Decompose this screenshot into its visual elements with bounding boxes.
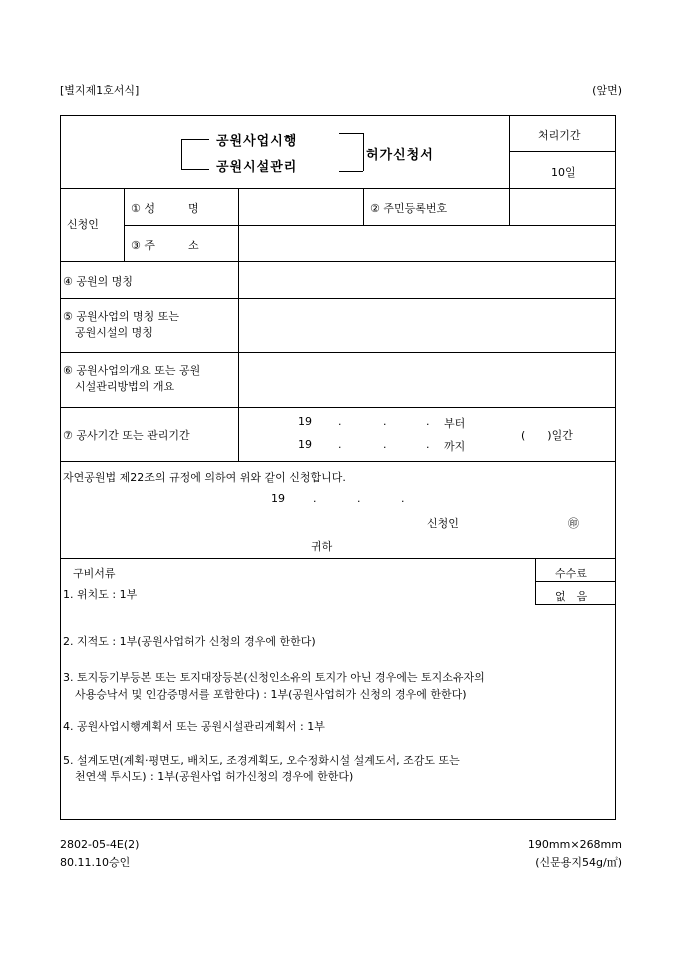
declaration-applicant: 신청인 — [427, 517, 459, 530]
application-form — [60, 115, 616, 820]
declaration-dot: . — [401, 492, 405, 505]
col-divider — [509, 188, 510, 225]
paper-size: 190mm×268mm — [527, 838, 622, 851]
document-item: 3. 토지등기부등본 또는 토지대장등본(신청인소유의 토지가 아닌 경우에는 토지소유자의 — [63, 671, 485, 684]
form-number: [별지제1호서식] — [60, 84, 140, 97]
park-name-label: ④ 공원의 명칭 — [63, 275, 133, 288]
address-label: ③ 주 소 — [131, 239, 199, 252]
row-divider — [124, 225, 616, 226]
row-divider — [61, 407, 616, 408]
period-from-year: 19 — [298, 415, 312, 428]
period-dot: . — [338, 438, 342, 451]
applicant-label: 신청인 — [67, 218, 99, 231]
col-divider — [509, 116, 510, 188]
bracket-line — [181, 169, 209, 170]
period-dot: . — [338, 415, 342, 428]
period-from-label: 부터 — [444, 417, 466, 430]
bracket-line — [181, 139, 182, 169]
declaration-year: 19 — [271, 492, 285, 505]
recipient: 귀하 — [311, 540, 333, 553]
document-item: 5. 설계도면(계획·평면도, 배치도, 조경계획도, 오수정화시설 설계도서, 조감도 또는 — [63, 754, 460, 767]
row-divider — [61, 261, 616, 262]
rrn-label: ② 주민등록번호 — [370, 202, 448, 215]
form-code: 2802-05-4E(2) — [60, 838, 140, 851]
bracket-line — [339, 171, 363, 172]
row-divider — [61, 188, 616, 189]
document-item: 천연색 투시도) : 1부(공원사업 허가신청의 경우에 한한다) — [75, 770, 354, 783]
document-item: 4. 공원사업시행계획서 또는 공원시설관리계획서 : 1부 — [63, 720, 325, 733]
bracket-line — [363, 133, 364, 171]
fee-value: 없 음 — [555, 590, 588, 603]
declaration-text: 자연공원법 제22조의 규정에 의하여 위와 같이 신청합니다. — [63, 471, 346, 484]
declaration-dot: . — [357, 492, 361, 505]
period-dot: . — [383, 415, 387, 428]
project-name-label-1: ⑤ 공원사업의 명칭 또는 — [63, 310, 179, 323]
approval-date: 80.11.10승인 — [60, 856, 131, 869]
bracket-line — [181, 139, 209, 140]
bracket-line — [339, 133, 363, 134]
row-divider — [61, 352, 616, 353]
period-to-year: 19 — [298, 438, 312, 451]
overview-label-2: 시설관리방법의 개요 — [75, 380, 175, 393]
document-item: 1. 위치도 : 1부 — [63, 588, 138, 601]
period-to-label: 까지 — [444, 440, 466, 453]
processing-period-label: 처리기간 — [538, 129, 581, 142]
documents-header: 구비서류 — [73, 567, 116, 580]
title-line-1: 공원사업시행 — [216, 134, 298, 149]
row-divider — [509, 151, 616, 152]
paper-type: (신문용지54g/㎡) — [535, 856, 622, 869]
period-days: ( )일간 — [521, 429, 573, 442]
row-divider — [61, 558, 616, 559]
form-title: 허가신청서 — [366, 148, 434, 163]
col-divider — [124, 188, 125, 261]
row-divider — [535, 581, 616, 582]
col-divider — [535, 558, 536, 604]
overview-label-1: ⑥ 공원사업의개요 또는 공원 — [63, 364, 201, 377]
row-divider — [61, 461, 616, 462]
document-item: 사용승낙서 및 인감증명서를 포함한다) : 1부(공원사업허가 신청의 경우에 한한다) — [75, 688, 467, 701]
period-dot: . — [383, 438, 387, 451]
fee-label: 수수료 — [555, 567, 587, 580]
page-side: (앞면) — [592, 84, 622, 97]
declaration-dot: . — [313, 492, 317, 505]
col-divider — [238, 188, 239, 461]
document-item: 2. 지적도 : 1부(공원사업허가 신청의 경우에 한한다) — [63, 635, 316, 648]
project-name-label-2: 공원시설의 명칭 — [75, 326, 153, 339]
row-divider — [61, 298, 616, 299]
period-label: ⑦ 공사기간 또는 관리기간 — [63, 429, 190, 442]
name-label: ① 성 명 — [131, 202, 199, 215]
col-divider — [363, 188, 364, 225]
row-divider — [535, 604, 616, 605]
title-line-2: 공원시설관리 — [216, 160, 298, 175]
processing-period-value: 10일 — [551, 166, 576, 179]
period-dot: . — [426, 438, 430, 451]
period-dot: . — [426, 415, 430, 428]
seal-mark: ㊞ — [568, 517, 579, 530]
